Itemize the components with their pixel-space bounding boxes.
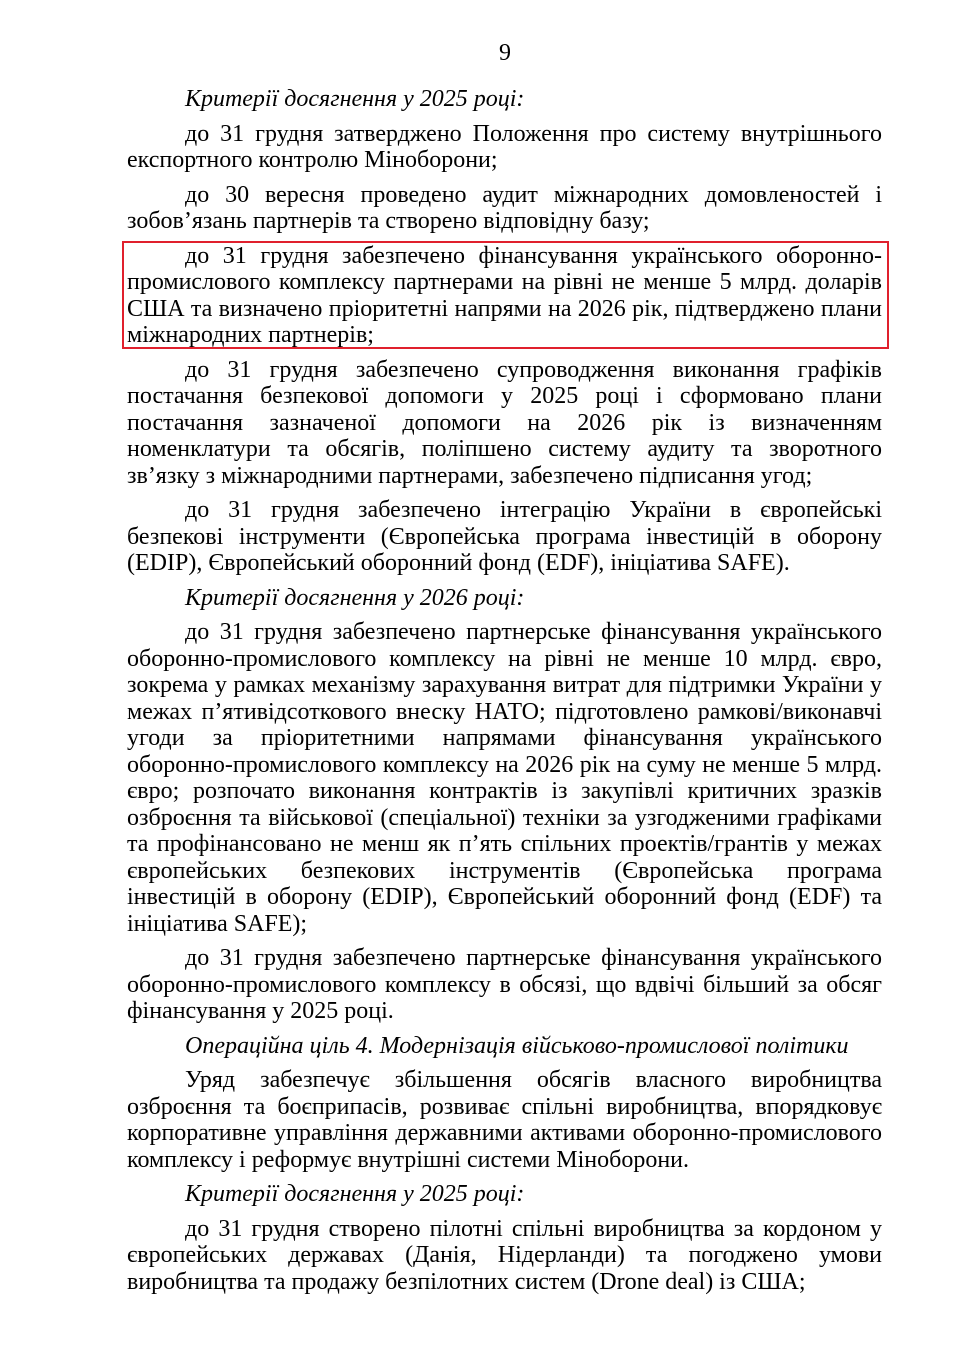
criteria-heading-2026: Критерії досягнення у 2026 році: (185, 584, 525, 611)
highlighted-paragraph: до 31 грудня забезпечено фінансування українського оборонно-промислового комплексу партнерами на рівні не менше 5 млрд. доларів США та визначено пріоритетні напрями на 2026 рік, підтверджено плани міжнародних партнерів; (127, 242, 882, 348)
paragraph: до 31 грудня забезпечено інтеграцію України в європейські безпекові інструменти (Європейська програма інвестицій в оборону (EDIP), Європейський оборонний фонд (EDF), ініціатива SAFE). (127, 497, 882, 576)
paragraph: до 31 грудня створено пілотні спільні виробництва за кордоном у європейських державах (Данія, Нідерланди) та погоджено умови виробництва та продажу безпілотних систем (Drone deal) із США; (127, 1215, 882, 1295)
document-body (127, 86, 882, 1303)
page-number: 9 (499, 40, 511, 66)
paragraph: до 31 грудня затверджено Положення про систему внутрішнього експортного контролю Міноборони; (127, 120, 882, 173)
criteria-heading-2025: Критерії досягнення у 2025 році: (185, 86, 525, 112)
paragraph: Уряд забезпечує збільшення обсягів власного виробництва озброєння та боєприпасів, розвиває спільні виробництва, впорядковує корпоративне управління державними активами оборонно-промислового комплексу і реформує внутрішні системи Міноборони. (127, 1067, 882, 1173)
paragraph: до 31 грудня забезпечено супроводження виконання графіків постачання безпекової допомоги у 2025 році і сформовано плани постачання зазначеної допомоги на 2026 рік із визначенням номенклатури та обсягів, поліпшено систему аудиту та зворотного зв’язку з міжнародними партнерами, забезпечено підписання угод; (127, 356, 882, 489)
paragraph: до 30 вересня проведено аудит міжнародних домовленостей і зобов’язань партнерів та створено відповідну базу; (127, 181, 882, 234)
criteria-heading-2025-goal4: Критерії досягнення у 2025 році: (185, 1181, 525, 1207)
paragraph: до 31 грудня забезпечено партнерське фінансування українського оборонно-промислового комплексу на рівні не менше 10 млрд. євро, зокрема у рамках механізму зарахування витрат для підтримки України у межах п’ятивідсоткового внеску НАТО; підготовлено рамкові/виконавчі угоди за пріоритетними напрямами фінансування українського оборонно-промислового комплексу на 2026 рік на суму не менше 5 млрд. євро; розпочато виконання контрактів із закупівлі критичних зразків озброєння та військової (спеціальної) техніки за узгодженими графіками та профінансовано не менш як п’ять спільних проектів/грантів у межах європейських безпекових інструментів (Європейська програма інвестицій в оборону (EDIP), Європейський оборонний фонд (EDF) та ініціатива SAFE); (127, 619, 882, 937)
operational-goal-heading: Операційна ціль 4. Модернізація військово-промислової політики (185, 1032, 849, 1059)
paragraph: до 31 грудня забезпечено партнерське фінансування українського оборонно-промислового комплексу в обсязі, що вдвічі більший за обсяг фінансування у 2025 році. (127, 945, 882, 1024)
